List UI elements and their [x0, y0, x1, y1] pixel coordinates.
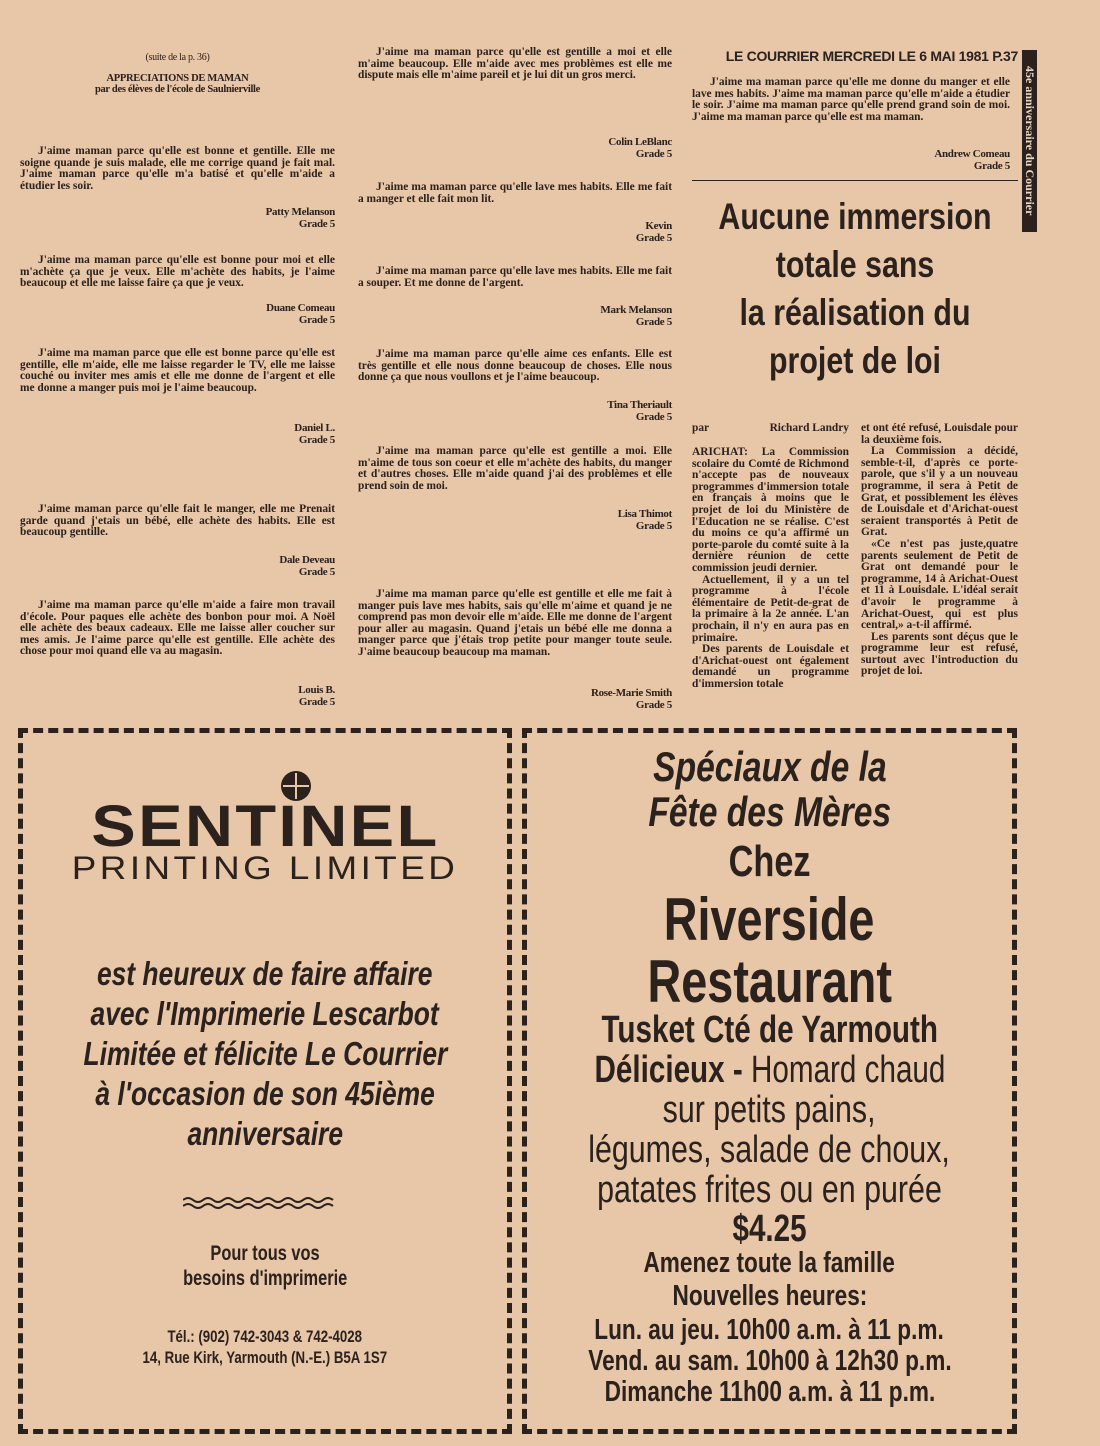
letter-signature: [358, 220, 672, 244]
letter-entry: [358, 349, 672, 384]
sentinel-logo-text: SENTINEL: [90, 794, 440, 859]
ad-message-line: à l'occasion de son 45ième: [95, 1075, 435, 1112]
letter-text: J'aime ma maman parce qu'elle m'aide a faire mon travail d'école. Pour paques elle achète des bonbon pour moi. A Noël elle achète des beaux cadeaux. Elle me laisse aller coucher sur mes amis. Je l'aime parce qu'elle est gentille. Elle achète des chose pour moi quand elle va au magasin.: [20, 599, 335, 658]
author-grade: Grade 5: [298, 314, 335, 326]
letter-entry: [20, 146, 335, 192]
menu-line: patates frites ou en purée: [597, 1169, 942, 1211]
menu-price: $4.25: [732, 1208, 807, 1250]
author-name: Patty Melanson: [265, 206, 335, 218]
author-grade: Grade 5: [635, 520, 672, 532]
author-grade: Grade 5: [635, 699, 672, 711]
letter-signature: [358, 508, 672, 532]
ad-tagline-line: besoins d'imprimerie: [182, 1267, 348, 1290]
page-masthead: LE COURRIER MERCREDI LE 6 MAI 1981 P.37: [725, 48, 1018, 64]
letter-entry: [358, 182, 672, 205]
letter-text: J'aime ma maman parce qu'elle aime ces enfants. Elle est très gentille et elle nous donne beaucoup de choses. Elle nous donne ça que nous voullons et je l'aime beaucoup.: [358, 348, 672, 384]
byline-author: Richard Landry: [769, 422, 849, 434]
author-grade: Grade 5: [298, 434, 335, 446]
letter-signature: [20, 206, 335, 230]
author-grade: Grade 5: [973, 160, 1010, 172]
article-paragraph: ARICHAT: La Commission scolaire du Comté de Richmond n'accepte pas de nouveaux programmes d'immersion totale en français à moins que le projet de loi du Ministère de l'Education ne se réalise. C'est du moins ce qu'a affirmé un porte-parole du comté suite à la dernière réunion de cette commission jeudi dernier.: [692, 446, 849, 574]
author-name: Daniel L.: [294, 422, 335, 434]
author-grade: Grade 5: [298, 218, 335, 230]
hours-line: Dimanche 11h00 a.m. à 11 p.m.: [604, 1376, 935, 1408]
headline-line: la réalisation du: [739, 292, 971, 333]
author-name: Kevin: [645, 220, 672, 232]
ad-family-line: Amenez toute la famille: [643, 1247, 896, 1279]
letter-signature: [358, 687, 672, 711]
author-grade: Grade 5: [635, 232, 672, 244]
continued-note: (suite de la p. 36): [145, 52, 210, 63]
letter-signature: [358, 304, 672, 328]
sentinel-printing-ad: [18, 728, 512, 1434]
article-paragraph: Des parents de Louisdale et d'Arichat-ouest ont également demandé un programme d'immersion totale: [692, 643, 849, 690]
article-column-1: [692, 447, 849, 690]
letter-entry: [358, 446, 672, 492]
ad-tagline-line: Pour tous vos: [210, 1242, 320, 1265]
letter-text: J'aime ma maman parce qu'elle est bonne pour moi et elle m'achète ça que je veux. Elle m'achète des habits, je l'aime beaucoup et elle me laisse faire ça que je veux.: [20, 254, 335, 290]
letter-text: J'aime ma maman parce qu'elle me donne du manger et elle lave mes habits. J'aime ma maman parce qu'elle m'aide a étudier le soir. J'aime ma maman parce qu'elle prend grand soin de moi. J'aime ma maman parce qu'elle est ma maman.: [692, 76, 1010, 123]
ad-message-line: Limitée et félicite Le Courrier: [83, 1035, 447, 1072]
letter-text: J'aime ma maman parce qu'elle lave mes habits. Elle me fait a souper. Et me donne de l'argent.: [358, 265, 672, 289]
author-name: Duane Comeau: [266, 302, 335, 314]
author-name: Tina Theriault: [607, 399, 672, 411]
delicieux-label: Délicieux -: [594, 1049, 743, 1091]
headline-line: projet de loi: [769, 340, 941, 381]
ad-chez: Chez: [728, 837, 811, 886]
author-grade: Grade 5: [298, 696, 335, 708]
appreciations-subtitle: par des élèves de l'école de Saulnierville: [94, 84, 261, 95]
ad-message-line: est heureux de faire affaire: [97, 955, 433, 992]
section-divider: [692, 180, 1018, 181]
author-name: Andrew Comeau: [934, 148, 1010, 160]
letter-signature: [20, 684, 335, 708]
letter-text: J'aime maman parce qu'elle fait le manger, elle me Prenait garde quand j'etais un bébé, elle achète des habits. Elle est beaucoup gentille.: [20, 503, 335, 539]
author-grade: Grade 5: [298, 566, 335, 578]
article-byline: [692, 422, 849, 434]
ad-title-line: Fête des Mères: [648, 788, 891, 835]
author-name: Louis B.: [298, 684, 335, 696]
letter-entry: [358, 47, 672, 82]
ad-message-line: anniversaire: [187, 1115, 343, 1152]
letter-entry: [20, 600, 335, 658]
article-paragraph: «Ce n'est pas juste,quatre parents seulement de Petit de Grat ont demandé pour le programme, 14 à Arichat-Ouest et 11 à Louisdale. L'idéal serait d'avoir le programme à Arichat-Ouest, qui est plus central,» a-t-il affirmé.: [861, 537, 1018, 632]
menu-line: [527, 1048, 1012, 1092]
letter-text: J'aime ma maman parce que elle est bonne parce qu'elle est gentille, elle m'aide, elle me laisse regarder le TV, elle me laisse couché ou inviter mes amis et elle me donne de l'argent et elle me donne a manger puis moi je l'aime beaucoup.: [20, 347, 335, 394]
anniversary-side-strip: 45e anniversaire du Courrier: [1022, 50, 1037, 232]
letter-entry: [20, 504, 335, 539]
article-paragraph: La Commission a décidé, semble-t-il, d'après ce porte-parole, que s'il y a un nouveau programme, il sera à Petit de Grat, et possiblement les élèves de Louisdale et d'Arichat-ouest seraient transportés à Petit de Grat.: [861, 445, 1018, 539]
author-grade: Grade 5: [635, 411, 672, 423]
letter-entry: [20, 348, 335, 394]
article-headline: [680, 193, 1030, 385]
letter-entry: [358, 266, 672, 289]
author-name: Mark Melanson: [600, 304, 672, 316]
letter-signature: [20, 422, 335, 446]
letter-entry: [20, 255, 335, 290]
ad-message-line: avec l'Imprimerie Lescarbot: [90, 995, 440, 1032]
letter-entry: [358, 589, 672, 659]
letter-signature: [692, 148, 1010, 172]
hours-line: Lun. au jeu. 10h00 a.m. à 11 p.m.: [594, 1314, 945, 1346]
letter-signature: [20, 302, 335, 326]
menu-line: légumes, salade de choux,: [588, 1129, 951, 1171]
restaurant-name-line: Riverside: [664, 886, 875, 953]
article-paragraph: Les parents sont déçus que le programme leur est refusé, surtout avec l'introduction du projet de loi.: [861, 630, 1018, 678]
author-name: Rose-Marie Smith: [590, 687, 672, 699]
letter-text: J'aime ma maman parce qu'elle est gentille et elle me fait à manger puis lave mes habits, sais qu'elle m'aime et quand je ne comprend pas mon devoir elle m'aide. Elle me donne de l'argent pour aller au magasin. Quand j'etais un bébé elle me donna a manger parce que j'étais trop petite pour manger toute seule. J'aime beaucoup beaucoup ma maman.: [358, 588, 672, 658]
author-grade: Grade 5: [635, 148, 672, 160]
wavy-divider-icon: [183, 1195, 338, 1211]
letter-entry: [692, 77, 1010, 123]
hours-line: Vend. au sam. 10h00 à 12h30 p.m.: [587, 1345, 952, 1377]
riverside-restaurant-ad: [522, 728, 1017, 1434]
letter-signature: [20, 554, 335, 578]
letter-text: J'aime ma maman parce qu'elle lave mes habits. Elle me fait a manger et elle fait mon lit.: [358, 181, 672, 205]
article-column-2: [861, 423, 1018, 678]
author-name: Lisa Thimot: [617, 508, 672, 520]
letter-text: J'aime maman parce qu'elle est bonne et gentille. Elle me soigne quande je suis malade, elle me corrige quand je fait mal. J'aime maman parce qu'elle m'a batisé et qu'elle m'aide a étudier les soir.: [20, 145, 335, 192]
restaurant-name-line: Restaurant: [647, 948, 892, 1015]
letter-signature: [358, 399, 672, 423]
menu-item: Homard chaud: [750, 1049, 945, 1091]
restaurant-location: Tusket Cté de Yarmouth: [601, 1009, 938, 1051]
headline-line: totale sans: [775, 244, 935, 285]
author-name: Colin LeBlanc: [608, 136, 672, 148]
author-name: Dale Deveau: [279, 554, 335, 566]
article-paragraph: Actuellement, il y a un tel programme à l'école élémentaire de Petit-de-grat de la primaire à la 2e année. L'an prochain, il n'y en aura pas en primaire.: [692, 573, 849, 644]
letter-signature: [358, 136, 672, 160]
byline-prefix: par: [692, 422, 710, 434]
ad-address: 14, Rue Kirk, Yarmouth (N.-E.) B5A 1S7: [142, 1348, 388, 1367]
author-grade: Grade 5: [635, 316, 672, 328]
headline-line: Aucune immersion: [718, 196, 992, 237]
appreciations-title: APPRECIATIONS DE MAMAN: [106, 73, 249, 84]
article-paragraph: et ont été refusé, Louisdale pour la deuxième fois.: [861, 422, 1018, 446]
letter-text: J'aime ma maman parce qu'elle est gentille a moi et elle m'aime beaucoup. Elle m'aide avec mes problèmes est elle me dispute mais elle m'aime pareil et je lui dit un gros merci.: [358, 46, 672, 82]
menu-line: sur petits pains,: [663, 1089, 876, 1131]
ad-phone: Tél.: (902) 742-3043 & 742-4028: [167, 1327, 363, 1346]
hours-title: Nouvelles heures:: [672, 1280, 867, 1312]
section-title: [20, 73, 335, 95]
letter-text: J'aime ma maman parce qu'elle est gentille a moi. Elle m'aime de tous son coeur et elle m'achète des habits, du manger et d'autres choses. Elle m'aide quand j'ai des problèmes et elle prend soin de moi.: [358, 445, 672, 492]
sentinel-logo-subtitle: PRINTING LIMITED: [71, 850, 459, 886]
ad-title-line: Spéciaux de la: [652, 743, 887, 790]
